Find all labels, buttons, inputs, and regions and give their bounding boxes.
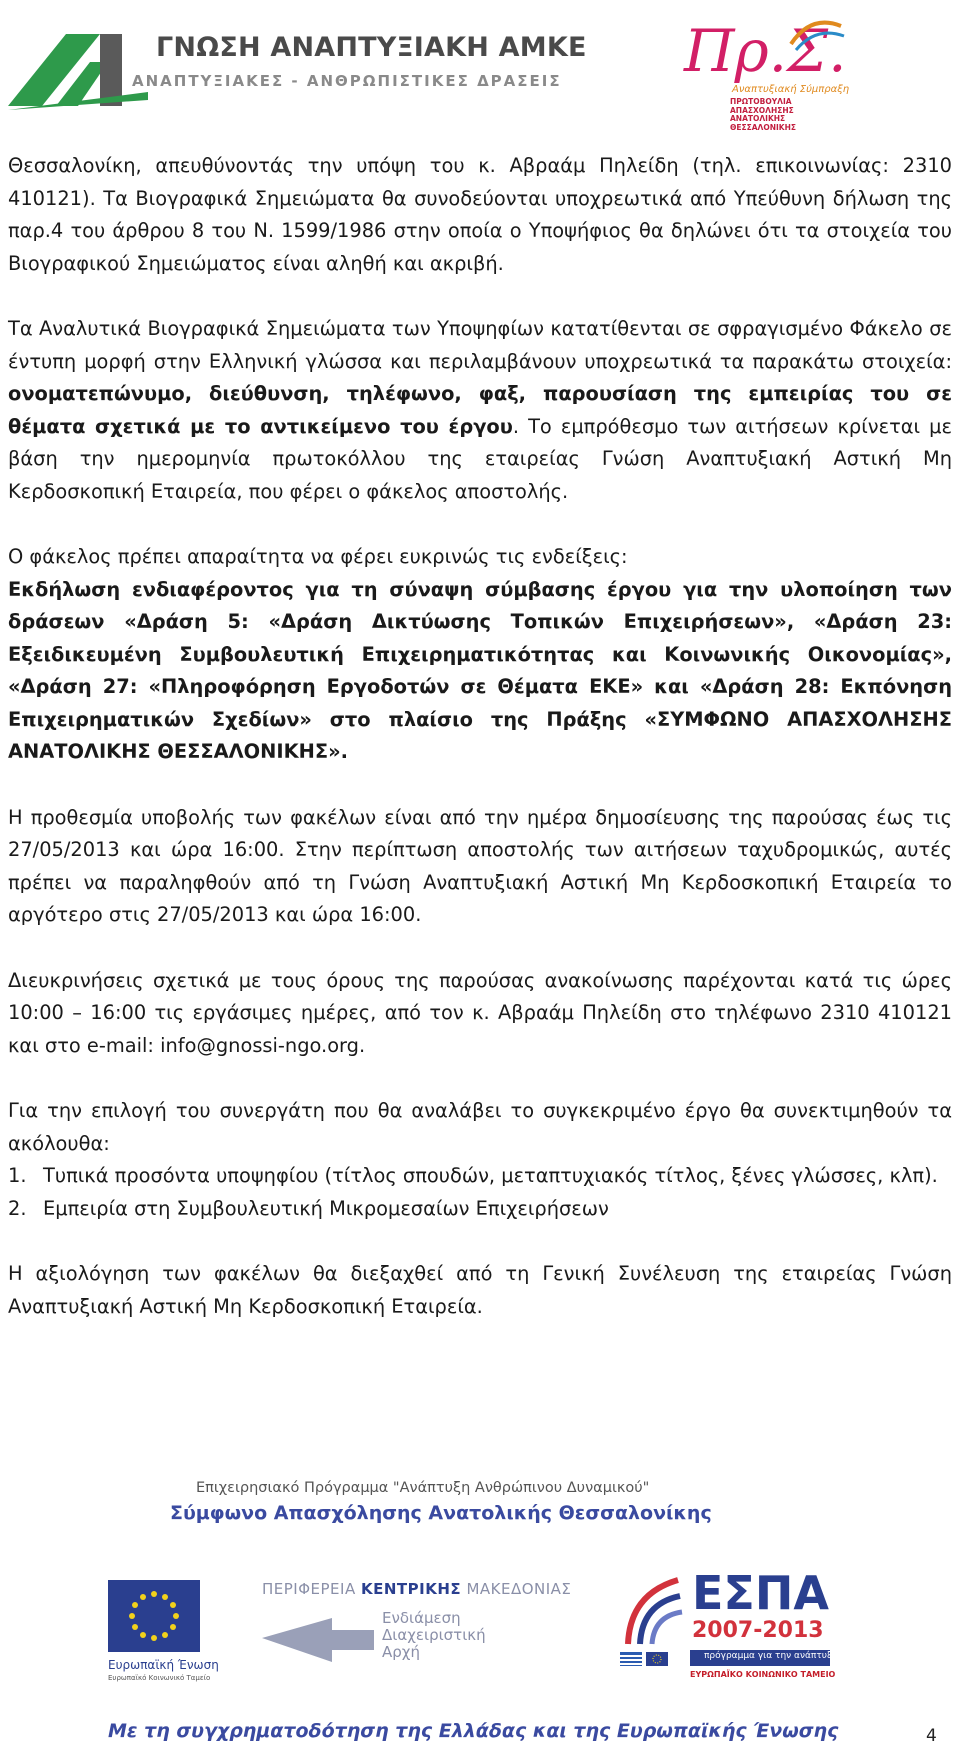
partner-logo <box>676 14 876 132</box>
page-header <box>0 0 960 140</box>
region-arrow-icon <box>262 1610 374 1670</box>
programme-title: Σύμφωνο Απασχόλησης Ανατολικής Θεσσαλονίκης <box>170 1502 712 1524</box>
eu-fund-caption: Ευρωπαϊκό Κοινωνικό Ταμείο <box>108 1674 211 1682</box>
espa-fund: ΕΥΡΩΠΑΪΚΟ ΚΟΙΝΩΝΙΚΟ ΤΑΜΕΙΟ <box>690 1670 836 1679</box>
org-tagline: ΑΝΑΠΤΥΞΙΑΚΕΣ - ΑΝΘΡΩΠΙΣΤΙΚΕΣ ΔΡΑΣΕΙΣ <box>132 72 562 90</box>
paragraph-envelope-intro: Ο φάκελος πρέπει απαραίτητα να φέρει ευκρινώς τις ενδείξεις: <box>8 545 628 568</box>
list-item-text: Τυπικά προσόντα υποψηφίου (τίτλος σπουδών, μεταπτυχιακός τίτλος, ξένες γλώσσες, κλπ). <box>43 1164 938 1187</box>
criteria-list <box>8 1160 952 1225</box>
org-name: ΓΝΩΣΗ ΑΝΑΠΤΥΞΙΑΚΗ ΑΜΚΕ <box>156 32 587 63</box>
gnosi-logo <box>8 28 587 108</box>
paragraph-deadline: Η προθεσμία υποβολής των φακέλων είναι από την ημέρα δημοσίευσης της παρούσας έως τις 27/05/2013 και ώρα 16:00. Στην περίπτωση αποστολής των αιτήσεων ταχυδρομικώς, αυτές πρέπει να παραληφθούν από τη Γνώση Αναπτυξιακή Αστική Μη Κερδοσκοπική Εταιρεία το αργότερο στις 27/05/2013 και ώρα 16:00. <box>8 805 952 926</box>
partner-logo-word: Πρ.Σ. <box>684 17 847 85</box>
page-footer <box>0 1480 960 1756</box>
cv-submission-text: Τα Αναλυτικά Βιογραφικά Σημειώματα των Υποψηφίων κατατίθενται σε σφραγισμένο Φάκελο σε έντυπη μορφή στην Ελληνική γλώσσα και περιλαμβάνουν υποχρεωτικά τα παρακάτω στοιχεία: <box>8 317 952 373</box>
paragraph-cv-submission <box>8 313 952 508</box>
paragraph-criteria-intro: Για την επιλογή του συνεργάτη που θα αναλάβει το συγκεκριμένο έργο θα συνεκτιμηθούν τα ακόλουθα: <box>8 1099 952 1155</box>
eu-small-flag-icon <box>646 1652 668 1666</box>
espa-swirl-icon <box>620 1574 684 1650</box>
list-item <box>8 1193 952 1226</box>
espa-bar <box>690 1650 838 1666</box>
greek-flag-icon <box>620 1652 642 1666</box>
list-item-number: 1. <box>8 1164 27 1187</box>
page-number: 4 <box>926 1726 937 1746</box>
programme-line: Επιχειρησιακό Πρόγραμμα "Ανάπτυξη Ανθρώπινου Δυναμικού" <box>196 1480 650 1496</box>
espa-bar-text: πρόγραμμα για την ανάπτυξη <box>704 1651 838 1661</box>
partner-subtitle: Αναπτυξιακή Σύμπραξη <box>732 84 850 95</box>
eu-caption: Ευρωπαϊκή Ένωση <box>108 1658 219 1672</box>
required-fields: ονοματεπώνυμο, διεύθυνση, τηλέφωνο, φαξ, παρουσίαση της εμπειρίας του σε θέματα σχετικά με το αντικείμενο του έργου <box>8 382 952 438</box>
region-sub-2: Διαχειριστική <box>382 1626 486 1644</box>
cv-deadline-basis: . Το εμπρόθεσμο των αιτήσεων κρίνεται με βάση την ημερομηνία πρωτοκόλλου της εταιρείας Γνώση Αναπτυξιακή Αστική Μη Κερδοσκοπική Εταιρεία, που φέρει ο φάκελος αποστολής. <box>8 414 952 503</box>
region-name <box>262 1580 571 1598</box>
list-item-number: 2. <box>8 1196 27 1220</box>
paragraph-envelope-label: Εκδήλωση ενδιαφέροντος για τη σύναψη σύμβασης έργου για την υλοποίηση των δράσεων «Δράση 5: «Δράση Δικτύωσης Τοπικών Επιχειρήσεων», «Δράση 23: Εξειδικευμένη Συμβουλευτική Επιχειρηματικότητας και Κοινωνικής Οικονομίας», «Δράση 27: «Πληροφόρηση Εργοδοτών σε Θέματα ΕΚΕ» και «Δράση 28: Εκπόνηση Επιχειρηματικών Σχεδίων» στο πλαίσιο της Πράξης «ΣΥΜΦΩΝΟ ΑΠΑΣΧΟΛΗΣΗΣ ΑΝΑΤΟΛΙΚΗΣ ΘΕΣΣΑΛΟΝΙΚΗΣ». <box>8 577 952 763</box>
paragraph-evaluation: Η αξιολόγηση των φακέλων θα διεξαχθεί από τη Γενική Συνέλευση της εταιρείας Γνώση Αναπτυξιακή Αστική Μη Κερδοσκοπική Εταιρεία. <box>8 1262 952 1318</box>
espa-years: 2007-2013 <box>692 1618 824 1643</box>
espa-word: ΕΣΠΑ <box>692 1566 829 1620</box>
document-body <box>8 150 952 1323</box>
region-key: ΚΕΝΤΡΙΚΗΣ <box>361 1580 462 1598</box>
region-sub-1: Ενδιάμεση <box>382 1609 461 1627</box>
partner-initiative: ΠΡΩΤΟΒΟΥΛΙΑ ΑΠΑΣΧΟΛΗΣΗΣ ΑΝΑΤΟΛΙΚΗΣ ΘΕΣΣΑΛΟΝΙΚΗΣ <box>730 97 797 132</box>
cofinance-line: Με τη συγχρηματοδότηση της Ελλάδας και της Ευρωπαϊκής Ένωσης <box>108 1720 839 1742</box>
gnosi-logo-mark-icon <box>8 28 148 110</box>
paragraph-contact: Διευκρινήσεις σχετικά με τους όρους της παρούσας ανακοίνωσης παρέχονται κατά τις ώρες 10:00 – 16:00 τις εργάσιμες ημέρες, από τον κ. Αβραάμ Πηλείδη στο τηλέφωνο 2310 410121 και στο e-mail: info@gnossi-ngo.org. <box>8 968 952 1057</box>
paragraph-cv-statement: Θεσσαλονίκη, απευθύνοντάς την υπόψη του κ. Αβραάμ Πηλείδη (τηλ. επικοινωνίας: 2310 410121). Τα Βιογραφικά Σημειώματα θα συνοδεύονται υποχρεωτικά από Υπεύθυνη δήλωση της παρ.4 του άρθρου 8 του Ν. 1599/1986 στην οποία ο Υποψήφιος θα δηλώνει ότι τα στοιχεία του Βιογραφικού Σημειώματος είναι αληθή και ακριβή. <box>8 154 952 275</box>
partner-swoosh-icon <box>786 14 846 54</box>
list-item <box>8 1160 952 1193</box>
region-logo <box>262 1580 602 1690</box>
espa-logo <box>620 1566 838 1700</box>
region-sub-3: Αρχή <box>382 1643 420 1661</box>
region-suffix: ΜΑΚΕΔΟΝΙΑΣ <box>466 1580 572 1598</box>
region-prefix: ΠΕΡΙΦΕΡΕΙΑ <box>262 1580 356 1598</box>
list-item-text: Εμπειρία στη Συμβουλευτική Μικρομεσαίων Επιχειρήσεων <box>43 1196 609 1220</box>
eu-flag-icon <box>108 1580 200 1652</box>
